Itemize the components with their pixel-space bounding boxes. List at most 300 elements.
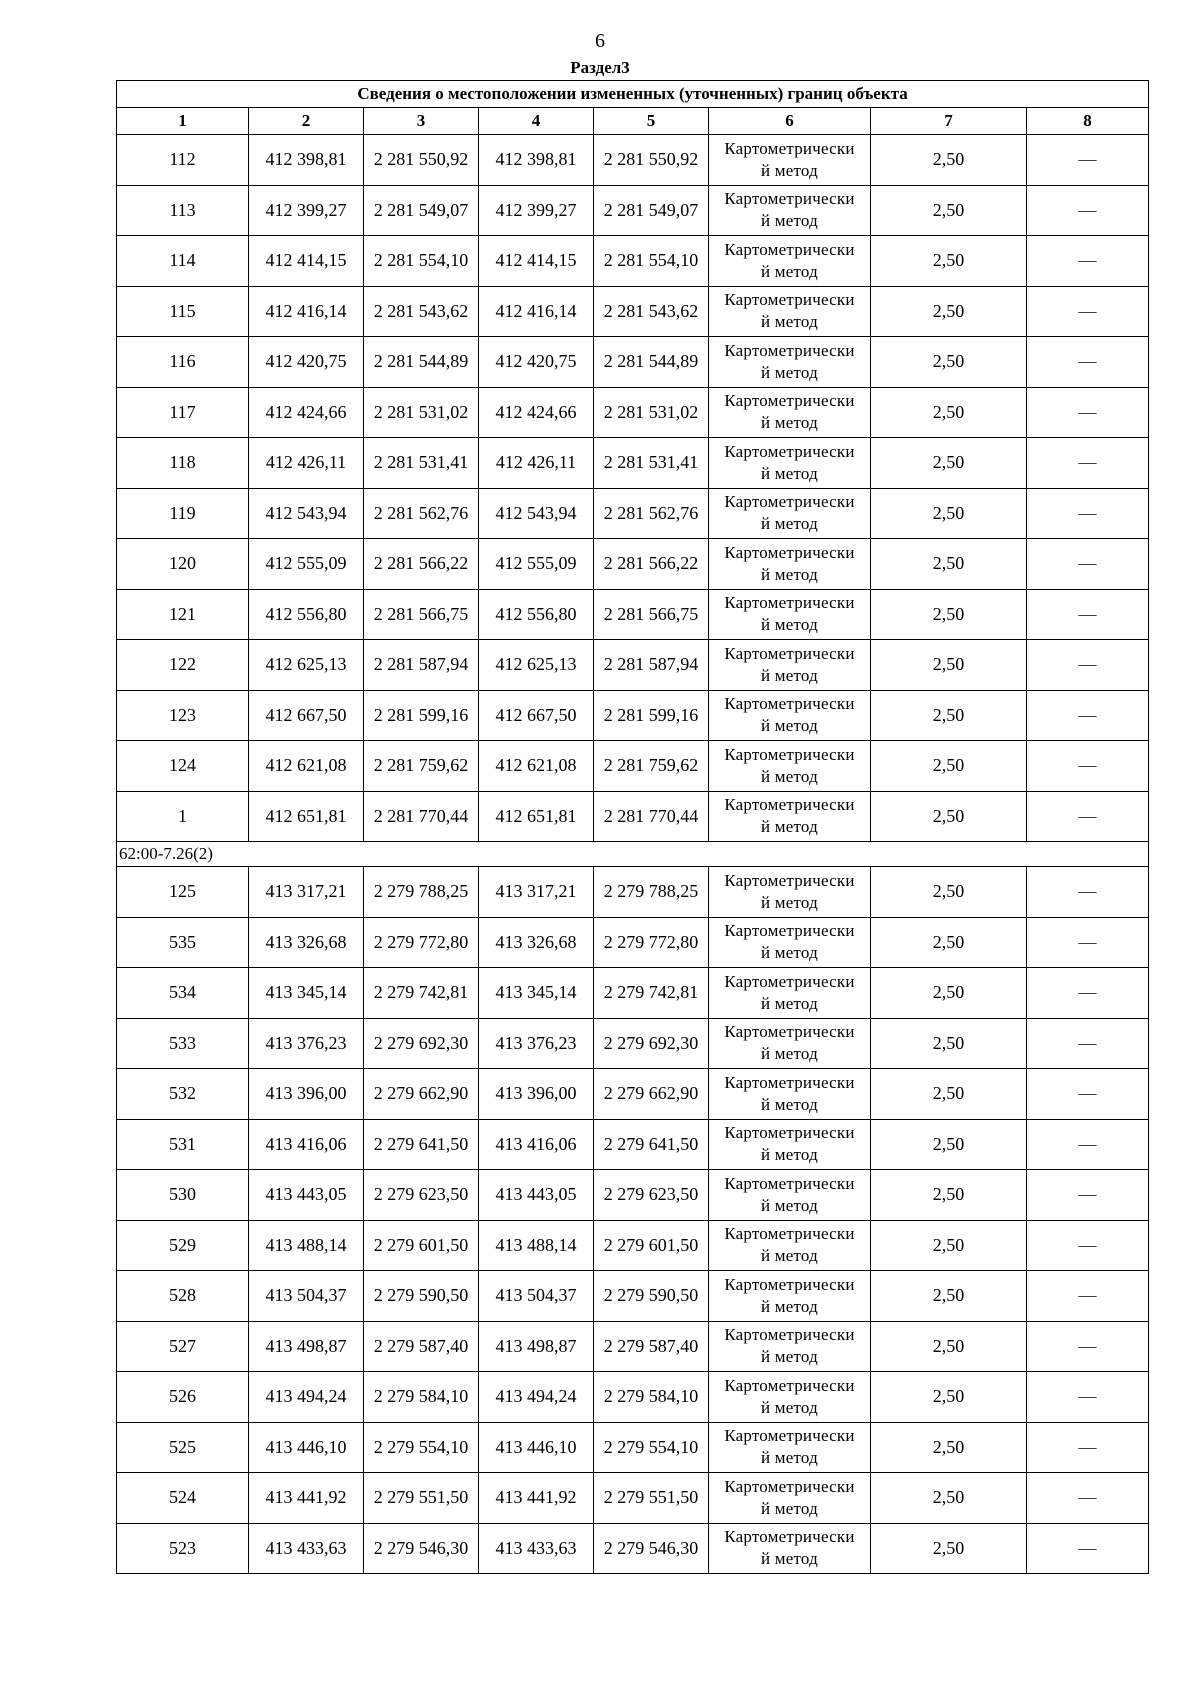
accuracy-cell: 2,50 [871, 968, 1027, 1019]
x-refined-cell: 413 443,05 [479, 1170, 594, 1221]
method-text-line: й метод [761, 514, 818, 534]
column-number: 4 [479, 108, 594, 135]
y-refined-cell: 2 281 562,76 [594, 488, 709, 539]
x-existing-cell: 412 424,66 [249, 387, 364, 438]
method-text-line: Картометрически [724, 1325, 855, 1345]
point-number-cell: 122 [117, 640, 249, 691]
method-text-line: й метод [761, 362, 818, 382]
x-existing-cell: 412 416,14 [249, 286, 364, 337]
note-cell: — [1027, 640, 1149, 691]
method-text-line: Картометрически [724, 1123, 855, 1143]
y-existing-cell: 2 281 599,16 [364, 690, 479, 741]
accuracy-cell: 2,50 [871, 337, 1027, 388]
note-cell: — [1027, 1523, 1149, 1574]
x-refined-cell: 413 441,92 [479, 1473, 594, 1524]
note-cell: — [1027, 135, 1149, 186]
point-number-cell: 1 [117, 791, 249, 842]
x-existing-cell: 413 488,14 [249, 1220, 364, 1271]
accuracy-cell: 2,50 [871, 1473, 1027, 1524]
method-text-line: Картометрически [724, 189, 855, 209]
x-refined-cell: 413 504,37 [479, 1271, 594, 1322]
point-number-cell: 527 [117, 1321, 249, 1372]
table-row [117, 286, 1149, 337]
y-existing-cell: 2 279 554,10 [364, 1422, 479, 1473]
y-refined-cell: 2 281 587,94 [594, 640, 709, 691]
method-text-line: Картометрически [724, 290, 855, 310]
point-number-cell: 114 [117, 236, 249, 287]
method-text-line: Картометрически [724, 744, 855, 764]
x-existing-cell: 413 317,21 [249, 867, 364, 918]
method-text-line: й метод [761, 564, 818, 584]
point-number-cell: 532 [117, 1069, 249, 1120]
point-number-cell: 116 [117, 337, 249, 388]
y-refined-cell: 2 281 554,10 [594, 236, 709, 287]
note-cell: — [1027, 1372, 1149, 1423]
table-title-row [117, 81, 1149, 108]
note-cell: — [1027, 488, 1149, 539]
method-cell [709, 286, 871, 337]
point-number-cell: 112 [117, 135, 249, 186]
x-refined-cell: 413 446,10 [479, 1422, 594, 1473]
note-cell: — [1027, 917, 1149, 968]
point-number-cell: 113 [117, 185, 249, 236]
y-refined-cell: 2 279 692,30 [594, 1018, 709, 1069]
y-refined-cell: 2 279 584,10 [594, 1372, 709, 1423]
note-cell: — [1027, 387, 1149, 438]
table-row [117, 1321, 1149, 1372]
x-existing-cell: 412 420,75 [249, 337, 364, 388]
x-existing-cell: 412 555,09 [249, 539, 364, 590]
table-title: Сведения о местоположении измененных (уточненных) границ объекта [117, 81, 1149, 108]
column-number: 3 [364, 108, 479, 135]
method-text-line: й метод [761, 160, 818, 180]
note-cell: — [1027, 337, 1149, 388]
y-existing-cell: 2 281 566,75 [364, 589, 479, 640]
x-refined-cell: 413 416,06 [479, 1119, 594, 1170]
table-row [117, 741, 1149, 792]
x-existing-cell: 413 504,37 [249, 1271, 364, 1322]
table-body [117, 81, 1149, 1574]
table-row [117, 1473, 1149, 1524]
y-refined-cell: 2 281 566,75 [594, 589, 709, 640]
table-row [117, 791, 1149, 842]
table-row [117, 1170, 1149, 1221]
note-cell: — [1027, 1170, 1149, 1221]
x-existing-cell: 413 416,06 [249, 1119, 364, 1170]
note-cell: — [1027, 690, 1149, 741]
point-number-cell: 123 [117, 690, 249, 741]
x-refined-cell: 413 433,63 [479, 1523, 594, 1574]
y-existing-cell: 2 279 546,30 [364, 1523, 479, 1574]
method-text-line: Картометрически [724, 1274, 855, 1294]
method-text-line: Картометрически [724, 1476, 855, 1496]
accuracy-cell: 2,50 [871, 917, 1027, 968]
method-cell [709, 1220, 871, 1271]
note-cell: — [1027, 1473, 1149, 1524]
column-number: 1 [117, 108, 249, 135]
x-existing-cell: 413 494,24 [249, 1372, 364, 1423]
method-cell [709, 867, 871, 918]
y-refined-cell: 2 279 788,25 [594, 867, 709, 918]
y-refined-cell: 2 279 601,50 [594, 1220, 709, 1271]
point-number-cell: 535 [117, 917, 249, 968]
point-number-cell: 529 [117, 1220, 249, 1271]
y-existing-cell: 2 281 562,76 [364, 488, 479, 539]
method-text-line: Картометрически [724, 795, 855, 815]
y-refined-cell: 2 279 587,40 [594, 1321, 709, 1372]
method-text-line: Картометрически [724, 593, 855, 613]
table-row [117, 135, 1149, 186]
method-cell [709, 968, 871, 1019]
x-refined-cell: 413 494,24 [479, 1372, 594, 1423]
x-existing-cell: 412 398,81 [249, 135, 364, 186]
method-cell [709, 791, 871, 842]
y-refined-cell: 2 281 759,62 [594, 741, 709, 792]
y-refined-cell: 2 279 641,50 [594, 1119, 709, 1170]
point-number-cell: 526 [117, 1372, 249, 1423]
method-text-line: й метод [761, 1549, 818, 1569]
point-number-cell: 118 [117, 438, 249, 489]
x-existing-cell: 412 621,08 [249, 741, 364, 792]
method-text-line: Картометрически [724, 1224, 855, 1244]
y-existing-cell: 2 279 587,40 [364, 1321, 479, 1372]
y-existing-cell: 2 279 692,30 [364, 1018, 479, 1069]
accuracy-cell: 2,50 [871, 185, 1027, 236]
point-number-cell: 121 [117, 589, 249, 640]
accuracy-cell: 2,50 [871, 1119, 1027, 1170]
table-row [117, 185, 1149, 236]
method-text-line: й метод [761, 1498, 818, 1518]
method-text-line: й метод [761, 716, 818, 736]
method-text-line: Картометрически [724, 542, 855, 562]
method-text-line: й метод [761, 817, 818, 837]
accuracy-cell: 2,50 [871, 1321, 1027, 1372]
x-existing-cell: 413 396,00 [249, 1069, 364, 1120]
accuracy-cell: 2,50 [871, 135, 1027, 186]
method-cell [709, 387, 871, 438]
method-cell [709, 1473, 871, 1524]
point-number-cell: 120 [117, 539, 249, 590]
note-cell: — [1027, 791, 1149, 842]
table-row [117, 1523, 1149, 1574]
x-existing-cell: 413 446,10 [249, 1422, 364, 1473]
method-cell [709, 488, 871, 539]
x-refined-cell: 412 416,14 [479, 286, 594, 337]
point-number-cell: 125 [117, 867, 249, 918]
table-row [117, 1271, 1149, 1322]
note-cell: — [1027, 438, 1149, 489]
note-cell: — [1027, 539, 1149, 590]
note-cell: — [1027, 741, 1149, 792]
table-row [117, 1119, 1149, 1170]
note-cell: — [1027, 1220, 1149, 1271]
x-existing-cell: 413 345,14 [249, 968, 364, 1019]
y-existing-cell: 2 281 587,94 [364, 640, 479, 691]
y-refined-cell: 2 281 566,22 [594, 539, 709, 590]
point-number-cell: 533 [117, 1018, 249, 1069]
method-text-line: Картометрически [724, 971, 855, 991]
method-text-line: й метод [761, 993, 818, 1013]
accuracy-cell: 2,50 [871, 286, 1027, 337]
accuracy-cell: 2,50 [871, 1523, 1027, 1574]
table-row [117, 387, 1149, 438]
note-cell: — [1027, 236, 1149, 287]
y-existing-cell: 2 281 543,62 [364, 286, 479, 337]
method-text-line: Картометрически [724, 239, 855, 259]
method-text-line: Картометрически [724, 1527, 855, 1547]
x-refined-cell: 413 396,00 [479, 1069, 594, 1120]
note-cell: — [1027, 1018, 1149, 1069]
method-text-line: й метод [761, 615, 818, 635]
x-existing-cell: 413 433,63 [249, 1523, 364, 1574]
method-text-line: й метод [761, 1448, 818, 1468]
note-cell: — [1027, 1422, 1149, 1473]
y-refined-cell: 2 279 551,50 [594, 1473, 709, 1524]
column-number: 6 [709, 108, 871, 135]
x-existing-cell: 413 443,05 [249, 1170, 364, 1221]
note-cell: — [1027, 867, 1149, 918]
method-text-line: й метод [761, 211, 818, 231]
table-row [117, 438, 1149, 489]
x-refined-cell: 412 556,80 [479, 589, 594, 640]
method-cell [709, 1523, 871, 1574]
method-cell [709, 589, 871, 640]
method-text-line: Картометрически [724, 441, 855, 461]
method-text-line: й метод [761, 1347, 818, 1367]
accuracy-cell: 2,50 [871, 387, 1027, 438]
x-existing-cell: 413 376,23 [249, 1018, 364, 1069]
table-row [117, 917, 1149, 968]
method-text-line: й метод [761, 943, 818, 963]
point-number-cell: 523 [117, 1523, 249, 1574]
table-row [117, 539, 1149, 590]
method-text-line: й метод [761, 413, 818, 433]
y-existing-cell: 2 281 770,44 [364, 791, 479, 842]
accuracy-cell: 2,50 [871, 438, 1027, 489]
x-refined-cell: 412 414,15 [479, 236, 594, 287]
table-row [117, 1069, 1149, 1120]
accuracy-cell: 2,50 [871, 488, 1027, 539]
y-existing-cell: 2 281 550,92 [364, 135, 479, 186]
method-text-line: Картометрически [724, 340, 855, 360]
x-existing-cell: 413 441,92 [249, 1473, 364, 1524]
method-cell [709, 539, 871, 590]
y-existing-cell: 2 281 554,10 [364, 236, 479, 287]
method-cell [709, 1422, 871, 1473]
column-number: 2 [249, 108, 364, 135]
column-number: 7 [871, 108, 1027, 135]
x-existing-cell: 412 667,50 [249, 690, 364, 741]
x-refined-cell: 413 376,23 [479, 1018, 594, 1069]
method-text-line: й метод [761, 1195, 818, 1215]
accuracy-cell: 2,50 [871, 741, 1027, 792]
point-number-cell: 528 [117, 1271, 249, 1322]
y-existing-cell: 2 279 590,50 [364, 1271, 479, 1322]
accuracy-cell: 2,50 [871, 589, 1027, 640]
method-text-line: Картометрически [724, 492, 855, 512]
x-existing-cell: 412 625,13 [249, 640, 364, 691]
table-row [117, 1018, 1149, 1069]
x-existing-cell: 412 543,94 [249, 488, 364, 539]
accuracy-cell: 2,50 [871, 1372, 1027, 1423]
method-text-line: й метод [761, 1397, 818, 1417]
x-refined-cell: 412 420,75 [479, 337, 594, 388]
y-refined-cell: 2 281 599,16 [594, 690, 709, 741]
accuracy-cell: 2,50 [871, 1220, 1027, 1271]
method-text-line: й метод [761, 1145, 818, 1165]
y-existing-cell: 2 281 531,41 [364, 438, 479, 489]
method-text-line: й метод [761, 463, 818, 483]
table-row [117, 690, 1149, 741]
method-text-line: й метод [761, 766, 818, 786]
note-cell: — [1027, 589, 1149, 640]
method-text-line: Картометрически [724, 694, 855, 714]
y-refined-cell: 2 279 662,90 [594, 1069, 709, 1120]
x-existing-cell: 412 426,11 [249, 438, 364, 489]
x-refined-cell: 413 326,68 [479, 917, 594, 968]
point-number-cell: 115 [117, 286, 249, 337]
method-text-line: й метод [761, 1044, 818, 1064]
method-text-line: Картометрически [724, 138, 855, 158]
y-existing-cell: 2 279 601,50 [364, 1220, 479, 1271]
method-text-line: Картометрически [724, 1022, 855, 1042]
group-row [117, 842, 1149, 867]
x-refined-cell: 413 488,14 [479, 1220, 594, 1271]
y-existing-cell: 2 279 788,25 [364, 867, 479, 918]
y-existing-cell: 2 279 742,81 [364, 968, 479, 1019]
method-text-line: Картометрически [724, 1072, 855, 1092]
x-refined-cell: 413 345,14 [479, 968, 594, 1019]
point-number-cell: 124 [117, 741, 249, 792]
method-cell [709, 640, 871, 691]
y-existing-cell: 2 281 531,02 [364, 387, 479, 438]
y-existing-cell: 2 279 551,50 [364, 1473, 479, 1524]
point-number-cell: 117 [117, 387, 249, 438]
x-refined-cell: 412 543,94 [479, 488, 594, 539]
y-refined-cell: 2 281 549,07 [594, 185, 709, 236]
method-cell [709, 438, 871, 489]
table-row [117, 589, 1149, 640]
y-refined-cell: 2 279 772,80 [594, 917, 709, 968]
method-cell [709, 741, 871, 792]
table-row [117, 236, 1149, 287]
y-refined-cell: 2 281 544,89 [594, 337, 709, 388]
x-existing-cell: 412 651,81 [249, 791, 364, 842]
x-refined-cell: 412 426,11 [479, 438, 594, 489]
accuracy-cell: 2,50 [871, 1271, 1027, 1322]
y-refined-cell: 2 279 590,50 [594, 1271, 709, 1322]
accuracy-cell: 2,50 [871, 690, 1027, 741]
x-refined-cell: 412 399,27 [479, 185, 594, 236]
method-text-line: й метод [761, 1296, 818, 1316]
x-refined-cell: 412 424,66 [479, 387, 594, 438]
method-text-line: Картометрически [724, 870, 855, 890]
method-text-line: Картометрически [724, 643, 855, 663]
method-cell [709, 690, 871, 741]
y-existing-cell: 2 279 641,50 [364, 1119, 479, 1170]
x-existing-cell: 413 326,68 [249, 917, 364, 968]
x-existing-cell: 412 399,27 [249, 185, 364, 236]
method-cell [709, 236, 871, 287]
note-cell: — [1027, 1321, 1149, 1372]
y-refined-cell: 2 279 742,81 [594, 968, 709, 1019]
method-text-line: й метод [761, 1246, 818, 1266]
group-label: 62:00-7.26(2) [117, 842, 1149, 867]
method-text-line: й метод [761, 261, 818, 281]
method-text-line: й метод [761, 312, 818, 332]
note-cell: — [1027, 1069, 1149, 1120]
table-row [117, 640, 1149, 691]
method-text-line: Картометрически [724, 1375, 855, 1395]
method-cell [709, 1372, 871, 1423]
table-row [117, 1372, 1149, 1423]
x-refined-cell: 412 651,81 [479, 791, 594, 842]
method-text-line: Картометрически [724, 1173, 855, 1193]
section-title: Раздел3 [570, 58, 630, 77]
method-cell [709, 135, 871, 186]
y-existing-cell: 2 279 584,10 [364, 1372, 479, 1423]
table-row [117, 1220, 1149, 1271]
table-row [117, 337, 1149, 388]
x-existing-cell: 412 556,80 [249, 589, 364, 640]
method-cell [709, 1018, 871, 1069]
method-cell [709, 917, 871, 968]
y-refined-cell: 2 281 531,41 [594, 438, 709, 489]
accuracy-cell: 2,50 [871, 1069, 1027, 1120]
accuracy-cell: 2,50 [871, 1170, 1027, 1221]
table-row [117, 1422, 1149, 1473]
accuracy-cell: 2,50 [871, 791, 1027, 842]
note-cell: — [1027, 185, 1149, 236]
y-refined-cell: 2 281 550,92 [594, 135, 709, 186]
accuracy-cell: 2,50 [871, 236, 1027, 287]
y-existing-cell: 2 279 772,80 [364, 917, 479, 968]
y-refined-cell: 2 279 623,50 [594, 1170, 709, 1221]
accuracy-cell: 2,50 [871, 1018, 1027, 1069]
y-existing-cell: 2 279 662,90 [364, 1069, 479, 1120]
table-row [117, 968, 1149, 1019]
x-refined-cell: 412 625,13 [479, 640, 594, 691]
method-text-line: й метод [761, 892, 818, 912]
note-cell: — [1027, 1119, 1149, 1170]
table-row [117, 488, 1149, 539]
method-text-line: Картометрически [724, 921, 855, 941]
method-cell [709, 337, 871, 388]
x-existing-cell: 413 498,87 [249, 1321, 364, 1372]
method-text-line: й метод [761, 1094, 818, 1114]
y-existing-cell: 2 281 544,89 [364, 337, 479, 388]
point-number-cell: 119 [117, 488, 249, 539]
x-refined-cell: 412 621,08 [479, 741, 594, 792]
x-refined-cell: 413 317,21 [479, 867, 594, 918]
x-refined-cell: 412 555,09 [479, 539, 594, 590]
accuracy-cell: 2,50 [871, 640, 1027, 691]
y-refined-cell: 2 279 554,10 [594, 1422, 709, 1473]
method-text-line: Картометрически [724, 1426, 855, 1446]
table-row [117, 867, 1149, 918]
accuracy-cell: 2,50 [871, 539, 1027, 590]
note-cell: — [1027, 286, 1149, 337]
x-refined-cell: 412 398,81 [479, 135, 594, 186]
accuracy-cell: 2,50 [871, 867, 1027, 918]
page-number: 6 [595, 30, 605, 52]
x-refined-cell: 412 667,50 [479, 690, 594, 741]
column-number: 8 [1027, 108, 1149, 135]
point-number-cell: 524 [117, 1473, 249, 1524]
y-existing-cell: 2 279 623,50 [364, 1170, 479, 1221]
method-cell [709, 1119, 871, 1170]
point-number-cell: 530 [117, 1170, 249, 1221]
